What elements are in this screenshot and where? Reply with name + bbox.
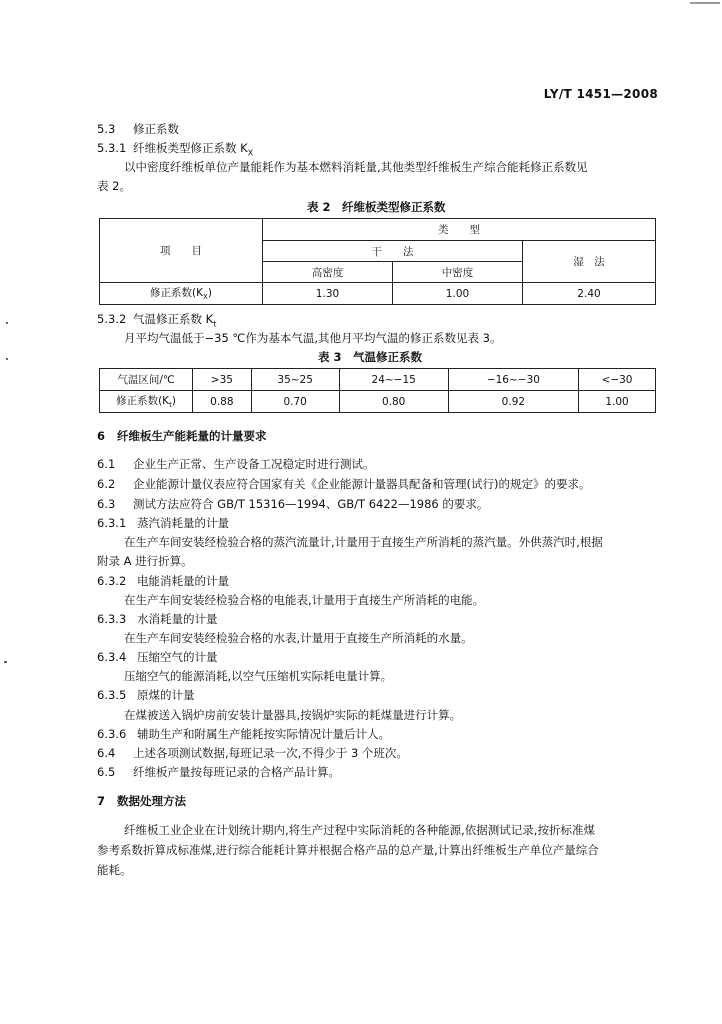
table-3-caption: 表 3 气温修正系数 xyxy=(318,350,423,364)
section-number: 5.3.1 xyxy=(97,141,127,155)
section-title: 纤维板生产能耗量的计量要求 xyxy=(117,429,267,443)
paragraph-line: 附录 A 进行折算。 xyxy=(97,554,193,568)
section-6-3-6 xyxy=(97,726,390,742)
table-cell: 2.40 xyxy=(523,283,656,305)
table-cell: 1.00 xyxy=(579,391,656,413)
table-header: −16~−30 xyxy=(448,369,578,391)
table-header-item: 项 目 xyxy=(100,219,263,283)
table-header: 35~25 xyxy=(251,369,339,391)
section-number: 6.5 xyxy=(97,765,116,779)
paragraph-line: 参考系数折算成标准煤,进行综合能耗计算并根据合格产品的总产量,计算出纤维板生产单位产量综合 xyxy=(97,843,599,857)
paragraph-line: 在生产车间安装经检验合格的蒸汽流量计,计量用于直接生产所消耗的蒸汽量。外供蒸汽时,根据 xyxy=(124,535,603,549)
table-header-type: 类 型 xyxy=(263,219,656,241)
section-6-1 xyxy=(97,456,375,472)
section-title: 电能消耗量的计量 xyxy=(137,574,229,588)
section-title: 修正系数 xyxy=(133,122,179,136)
table-2 xyxy=(99,218,656,305)
section-number: 6.2 xyxy=(97,477,116,491)
paragraph-line: 压缩空气的能源消耗,以空气压缩机实际耗电量计算。 xyxy=(124,669,393,683)
section-text: 纤维板产量按每班记录的合格产品计算。 xyxy=(133,765,340,779)
section-6-3 xyxy=(97,496,488,512)
standard-code: LY/T 1451—2008 xyxy=(543,87,658,101)
subscript: t xyxy=(213,319,217,329)
table-header-high-density: 高密度 xyxy=(263,262,393,283)
subscript: t xyxy=(169,401,172,410)
row-label-text: 修正系数(K xyxy=(150,287,204,300)
scan-mark xyxy=(690,2,720,4)
table-header: 气温区间/℃ xyxy=(100,369,193,391)
table-header-wet: 湿 法 xyxy=(523,241,656,283)
section-number: 6.3.6 xyxy=(97,727,127,741)
section-6-5 xyxy=(97,764,340,780)
scan-mark xyxy=(4,661,7,663)
row-label-tail: ) xyxy=(171,395,176,408)
table-cell: 0.70 xyxy=(251,391,339,413)
section-title: 原煤的计量 xyxy=(137,688,195,702)
section-6-3-3-heading xyxy=(97,611,218,627)
paragraph-line: 能耗。 xyxy=(97,863,132,877)
section-number: 7 xyxy=(97,794,106,808)
section-title: 蒸汽消耗量的计量 xyxy=(137,516,229,530)
section-5-3-heading xyxy=(97,121,179,137)
section-title: 气温修正系数 K xyxy=(133,312,214,326)
section-number: 6.3.2 xyxy=(97,574,127,588)
section-number: 6 xyxy=(97,429,106,443)
section-number: 6.3.4 xyxy=(97,650,127,664)
section-number: 6.3.3 xyxy=(97,612,127,626)
subscript: X xyxy=(247,148,254,158)
table-cell: 0.92 xyxy=(448,391,578,413)
section-7-heading xyxy=(97,793,186,809)
table-header: 24~−15 xyxy=(339,369,448,391)
table-cell: 1.00 xyxy=(393,283,523,305)
table-header: <−30 xyxy=(579,369,656,391)
table-row-label xyxy=(100,391,193,413)
table-cell: 1.30 xyxy=(263,283,393,305)
section-number: 6.3.5 xyxy=(97,688,127,702)
section-number: 6.3 xyxy=(97,497,116,511)
table-header-dry: 干 法 xyxy=(263,241,523,262)
row-label-tail: ) xyxy=(207,287,212,300)
section-number: 6.4 xyxy=(97,746,116,760)
section-6-heading xyxy=(97,428,267,444)
table-3 xyxy=(99,368,656,413)
section-text: 上述各项测试数据,每班记录一次,不得少于 3 个班次。 xyxy=(133,746,408,760)
section-text: 测试方法应符合 GB/T 15316—1994、GB/T 6422—1986 的要求。 xyxy=(133,497,489,511)
section-number: 5.3.2 xyxy=(97,312,127,326)
section-6-3-5-heading xyxy=(97,687,195,703)
table-header-medium-density: 中密度 xyxy=(393,262,523,283)
row-label-text: 修正系数(K xyxy=(116,395,170,408)
section-6-3-1-heading xyxy=(97,515,229,531)
section-title: 纤维板类型修正系数 K xyxy=(133,141,248,155)
scan-mark xyxy=(6,358,8,360)
paragraph-line: 在生产车间安装经检验合格的电能表,计量用于直接生产所消耗的电能。 xyxy=(124,593,485,607)
section-title: 压缩空气的计量 xyxy=(137,650,218,664)
section-6-3-4-heading xyxy=(97,649,218,665)
section-6-4 xyxy=(97,745,408,761)
section-number: 5.3 xyxy=(97,122,116,136)
section-text: 辅助生产和附属生产能耗按实际情况计量后计人。 xyxy=(137,727,390,741)
section-6-3-2-heading xyxy=(97,573,229,589)
table-cell: 0.88 xyxy=(193,391,252,413)
paragraph-line: 以中密度纤维板单位产量能耗作为基本燃料消耗量,其他类型纤维板生产综合能耗修正系数见 xyxy=(124,160,588,174)
table-2-caption: 表 2 纤维板类型修正系数 xyxy=(307,200,446,214)
paragraph-line: 在生产车间安装经检验合格的水表,计量用于直接生产所消耗的水量。 xyxy=(124,631,473,645)
paragraph-line: 纤维板工业企业在计划统计期内,将生产过程中实际消耗的各种能源,依据测试记录,按折标准煤 xyxy=(124,823,595,837)
section-number: 6.3.1 xyxy=(97,516,127,530)
table-header: >35 xyxy=(193,369,252,391)
section-title: 数据处理方法 xyxy=(117,794,186,808)
table-cell: 0.80 xyxy=(339,391,448,413)
section-number: 6.1 xyxy=(97,457,116,471)
section-title: 水消耗量的计量 xyxy=(137,612,218,626)
paragraph-line: 表 2。 xyxy=(97,179,131,193)
table-row-label xyxy=(100,283,263,305)
section-text: 企业能源计量仪表应符合国家有关《企业能源计量器具配备和管理(试行)的规定》的要求。 xyxy=(133,477,591,491)
section-text: 企业生产正常、生产设备工况稳定时进行测试。 xyxy=(133,457,375,471)
paragraph-line: 在煤被送入锅炉房前安装计量器具,按锅炉实际的耗煤量进行计算。 xyxy=(124,708,462,722)
section-6-2 xyxy=(97,476,590,492)
paragraph-line: 月平均气温低于−35 ℃作为基本气温,其他月平均气温的修正系数见表 3。 xyxy=(124,331,502,345)
scan-mark xyxy=(6,322,8,324)
subscript: X xyxy=(203,293,208,302)
